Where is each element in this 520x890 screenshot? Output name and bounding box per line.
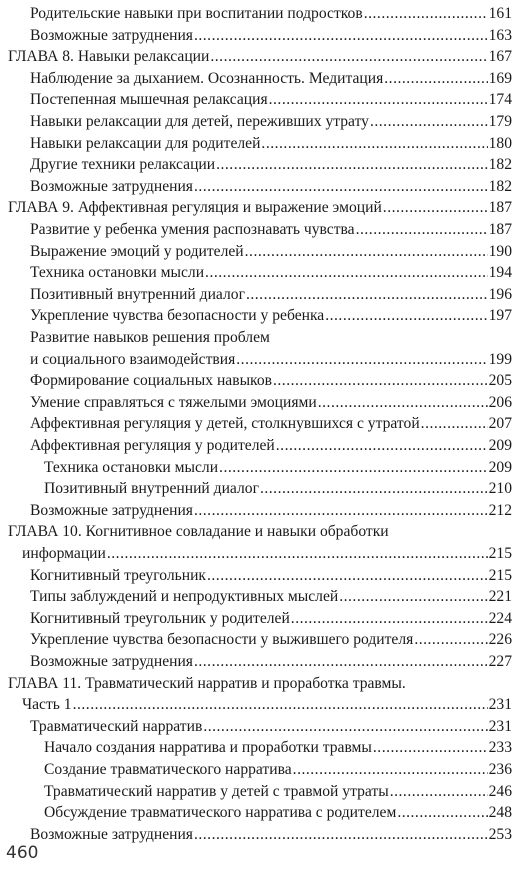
toc-entry [0, 565, 520, 587]
toc-entry-page: 236 [488, 761, 512, 778]
toc-chapter-entry [0, 521, 520, 543]
toc-entry-page: 190 [488, 242, 512, 260]
toc-entry-page: 187 [488, 221, 512, 238]
toc-entry-title: Позитивный внутренний диалог [30, 285, 245, 303]
toc-entry [0, 284, 520, 306]
toc-entry-title: Создание травматического нарратива [44, 761, 292, 778]
toc-entry-page: 180 [488, 134, 512, 152]
toc-line [30, 435, 512, 457]
dot-leader [73, 694, 488, 716]
dot-leader [210, 46, 487, 68]
toc-line [30, 651, 512, 673]
dot-leader [383, 197, 488, 219]
toc-line [22, 694, 512, 716]
toc-entry-page: 205 [488, 372, 512, 390]
dot-leader [260, 478, 488, 500]
dot-leader [216, 154, 488, 176]
toc-entry-page: 224 [488, 609, 512, 627]
toc-entry-title: Типы заблуждений и непродуктивных мыслей [30, 588, 339, 606]
toc-entry-page: 209 [488, 437, 512, 454]
toc-entry-page: 231 [488, 696, 512, 714]
dot-leader [373, 737, 488, 759]
toc-entry [0, 802, 520, 824]
toc-entry-page: 206 [488, 393, 512, 411]
toc-entry [0, 500, 520, 522]
toc-line [30, 565, 512, 587]
dot-leader [205, 262, 488, 284]
toc-entry-title: Травматический нарратив у детей с травмой утраты [44, 782, 389, 800]
toc-entry-page: 207 [488, 415, 512, 433]
toc-line [30, 133, 512, 155]
toc-entry-title: Часть 1 [22, 696, 72, 714]
toc-entry-title: и социального взаимодействия [30, 350, 236, 368]
toc-line [30, 284, 512, 306]
toc-entry-page: 209 [488, 458, 512, 476]
toc-entry-title: ГЛАВА 9. Аффективная регуляция и выражение эмоций [8, 199, 382, 217]
toc-entry-title: Техника остановки мысли [44, 458, 219, 476]
dot-leader [194, 176, 488, 198]
toc-line [30, 413, 512, 435]
toc-entry [0, 586, 520, 608]
toc-entry [0, 241, 520, 263]
toc-entry [0, 349, 520, 371]
toc-line [30, 370, 512, 392]
toc-entry [0, 781, 520, 803]
toc-line [44, 457, 512, 479]
toc-line [8, 197, 512, 219]
dot-leader [107, 543, 488, 565]
toc-entry-page: 215 [488, 545, 512, 562]
toc-entry-title: ГЛАВА 11. Травматический нарратив и проработка травмы. [8, 674, 406, 692]
toc-entry-page: 231 [488, 717, 512, 735]
dot-leader [339, 586, 487, 608]
toc-entry [0, 608, 520, 630]
toc-line [44, 802, 512, 824]
toc-entry [0, 327, 520, 349]
toc-entry-title: Навыки релаксации для детей, переживших утрату [30, 113, 369, 130]
dot-leader [421, 413, 488, 435]
toc-entry [0, 435, 520, 457]
toc-entry [0, 392, 520, 414]
toc-entry-page: 253 [488, 825, 512, 843]
toc-entry [0, 219, 520, 241]
dot-leader [194, 25, 488, 47]
dot-leader [291, 608, 488, 630]
toc-entry-title: Укрепление чувства безопасности у выжившего родителя [30, 631, 414, 649]
toc-entry-page: 174 [488, 91, 512, 109]
toc-entry [0, 543, 520, 565]
toc-entry-title: Развитие навыков решения проблем [30, 329, 270, 346]
toc-line [44, 737, 512, 759]
toc-line [44, 478, 512, 500]
toc-entry [0, 478, 520, 500]
toc-entry-title: ГЛАВА 8. Навыки релаксации [8, 48, 210, 66]
toc-entry-title: информации [22, 545, 106, 562]
toc-entry-page: 163 [488, 26, 512, 44]
toc-line [30, 176, 512, 198]
toc-entry-page: 182 [488, 177, 512, 195]
toc-entry-page: 233 [488, 739, 512, 757]
toc-entry-page: 169 [488, 69, 512, 87]
toc-entry-page: 246 [488, 782, 512, 800]
dot-leader [219, 457, 488, 479]
toc-line [30, 629, 512, 651]
toc-entry [0, 716, 520, 738]
toc-line [30, 68, 512, 90]
dot-leader [245, 241, 488, 263]
toc-entry-page: 179 [488, 113, 512, 130]
toc-entry [0, 457, 520, 479]
toc-entry-page: 221 [488, 588, 512, 606]
toc-entry-title: Выражение эмоций у родителей [30, 242, 244, 260]
toc-line [44, 781, 512, 803]
toc-line [22, 543, 512, 565]
toc-entry-page: 212 [488, 501, 512, 519]
toc-line [30, 25, 512, 47]
toc-line [30, 219, 512, 241]
toc-entry-title: Формирование социальных навыков [30, 372, 272, 390]
toc-entry-title: ГЛАВА 10. Когнитивное совладание и навыки обработки [8, 523, 389, 541]
dot-leader [203, 716, 487, 738]
toc-entry-title: Травматический нарратив [30, 717, 203, 735]
toc-entry-title: Обсуждение травматического нарратива с родителем [44, 804, 397, 822]
dot-leader [364, 3, 488, 25]
toc-entry [0, 759, 520, 781]
page-number: 460 [6, 843, 39, 863]
toc-line [30, 241, 512, 263]
toc-line [30, 262, 512, 284]
dot-leader [325, 305, 487, 327]
toc-entry [0, 737, 520, 759]
dot-leader [370, 111, 488, 133]
toc-chapter-entry [0, 46, 520, 68]
toc-entry [0, 154, 520, 176]
dot-leader [384, 68, 487, 90]
toc-entry-page: 161 [488, 5, 512, 22]
toc-line [30, 716, 512, 738]
toc-entry-page: 248 [488, 804, 512, 822]
toc-entry-title: Аффективная регуляция у детей, столкнувшихся с утратой [30, 415, 420, 433]
toc-entry [0, 694, 520, 716]
toc-entry-title: Позитивный внутренний диалог [44, 480, 259, 498]
toc-line [8, 46, 512, 68]
toc-entry [0, 824, 520, 846]
toc-entry [0, 629, 520, 651]
toc-entry [0, 370, 520, 392]
toc-line [30, 392, 512, 414]
toc-entry-page: 226 [488, 631, 512, 649]
toc-entry-title: Возможные затруднения [30, 26, 193, 44]
toc-entry-title: Начало создания нарратива и проработки травмы [44, 739, 372, 757]
toc-chapter-entry [0, 673, 520, 695]
dot-leader [356, 219, 488, 241]
toc-entry-title: Умение справляться с тяжелыми эмоциями [30, 393, 317, 411]
dot-leader [273, 370, 488, 392]
toc-line [30, 154, 512, 176]
toc-chapter-entry [0, 197, 520, 219]
toc-entry-title: Укрепление чувства безопасности у ребенка [30, 307, 325, 325]
dot-leader [194, 500, 488, 522]
toc-entry-page: 199 [488, 350, 512, 368]
toc-line [44, 759, 512, 781]
toc-entry [0, 111, 520, 133]
dot-leader [236, 349, 487, 371]
toc-entry [0, 651, 520, 673]
toc-entry-page: 210 [488, 480, 512, 498]
toc-entry [0, 305, 520, 327]
toc-line [30, 305, 512, 327]
dot-leader [207, 565, 488, 587]
toc-entry-title: Когнитивный треугольник у родителей [30, 609, 290, 627]
dot-leader [261, 133, 487, 155]
dot-leader [276, 435, 488, 457]
toc-entry-page: 196 [488, 285, 512, 303]
toc-entry [0, 25, 520, 47]
dot-leader [414, 629, 487, 651]
toc-entry-title: Наблюдение за дыханием. Осознанность. Медитация [30, 69, 384, 87]
toc-entry-page: 182 [488, 156, 512, 174]
toc-entry-title: Возможные затруднения [30, 653, 193, 670]
toc-entry [0, 413, 520, 435]
toc-entry-page: 187 [488, 199, 512, 217]
toc-entry-page: 167 [488, 48, 512, 66]
toc-line [30, 500, 512, 522]
toc-line [30, 608, 512, 630]
toc-entry-title: Техника остановки мысли [30, 264, 205, 282]
toc-entry-title: Родительские навыки при воспитании подростков [30, 5, 363, 22]
toc-entry-title: Когнитивный треугольник [30, 566, 206, 584]
dot-leader [246, 284, 488, 306]
toc-entry-page: 197 [488, 307, 512, 325]
dot-leader [390, 781, 488, 803]
toc-line [30, 3, 512, 25]
toc-entry-title: Развитие у ребенка умения распознавать чувства [30, 221, 355, 238]
toc-entry [0, 262, 520, 284]
toc-line [30, 111, 512, 133]
toc-entry-title: Постепенная мышечная релаксация [30, 91, 268, 109]
toc-line [30, 349, 512, 371]
dot-leader [194, 824, 488, 846]
toc-entry-page: 215 [488, 566, 512, 584]
toc-entry-title: Возможные затруднения [30, 177, 193, 195]
toc-line [30, 89, 512, 111]
toc-entry-page: 227 [488, 653, 512, 670]
toc-entry-title: Аффективная регуляция у родителей [30, 437, 275, 454]
toc-entry-title: Возможные затруднения [30, 501, 193, 519]
toc-entry-page: 194 [488, 264, 512, 282]
toc-entry [0, 68, 520, 90]
toc-entry [0, 89, 520, 111]
toc-entry [0, 3, 520, 25]
toc-entry [0, 176, 520, 198]
toc-entry [0, 133, 520, 155]
dot-leader [397, 802, 487, 824]
dot-leader [269, 89, 488, 111]
toc-line [30, 824, 512, 846]
dot-leader [318, 392, 488, 414]
dot-leader [293, 759, 488, 781]
toc-entry-title: Другие техники релаксации [30, 156, 216, 174]
toc-line [30, 586, 512, 608]
toc-entry-title: Навыки релаксации для родителей [30, 134, 261, 152]
toc-entry-title: Возможные затруднения [30, 825, 193, 843]
dot-leader [194, 651, 488, 673]
